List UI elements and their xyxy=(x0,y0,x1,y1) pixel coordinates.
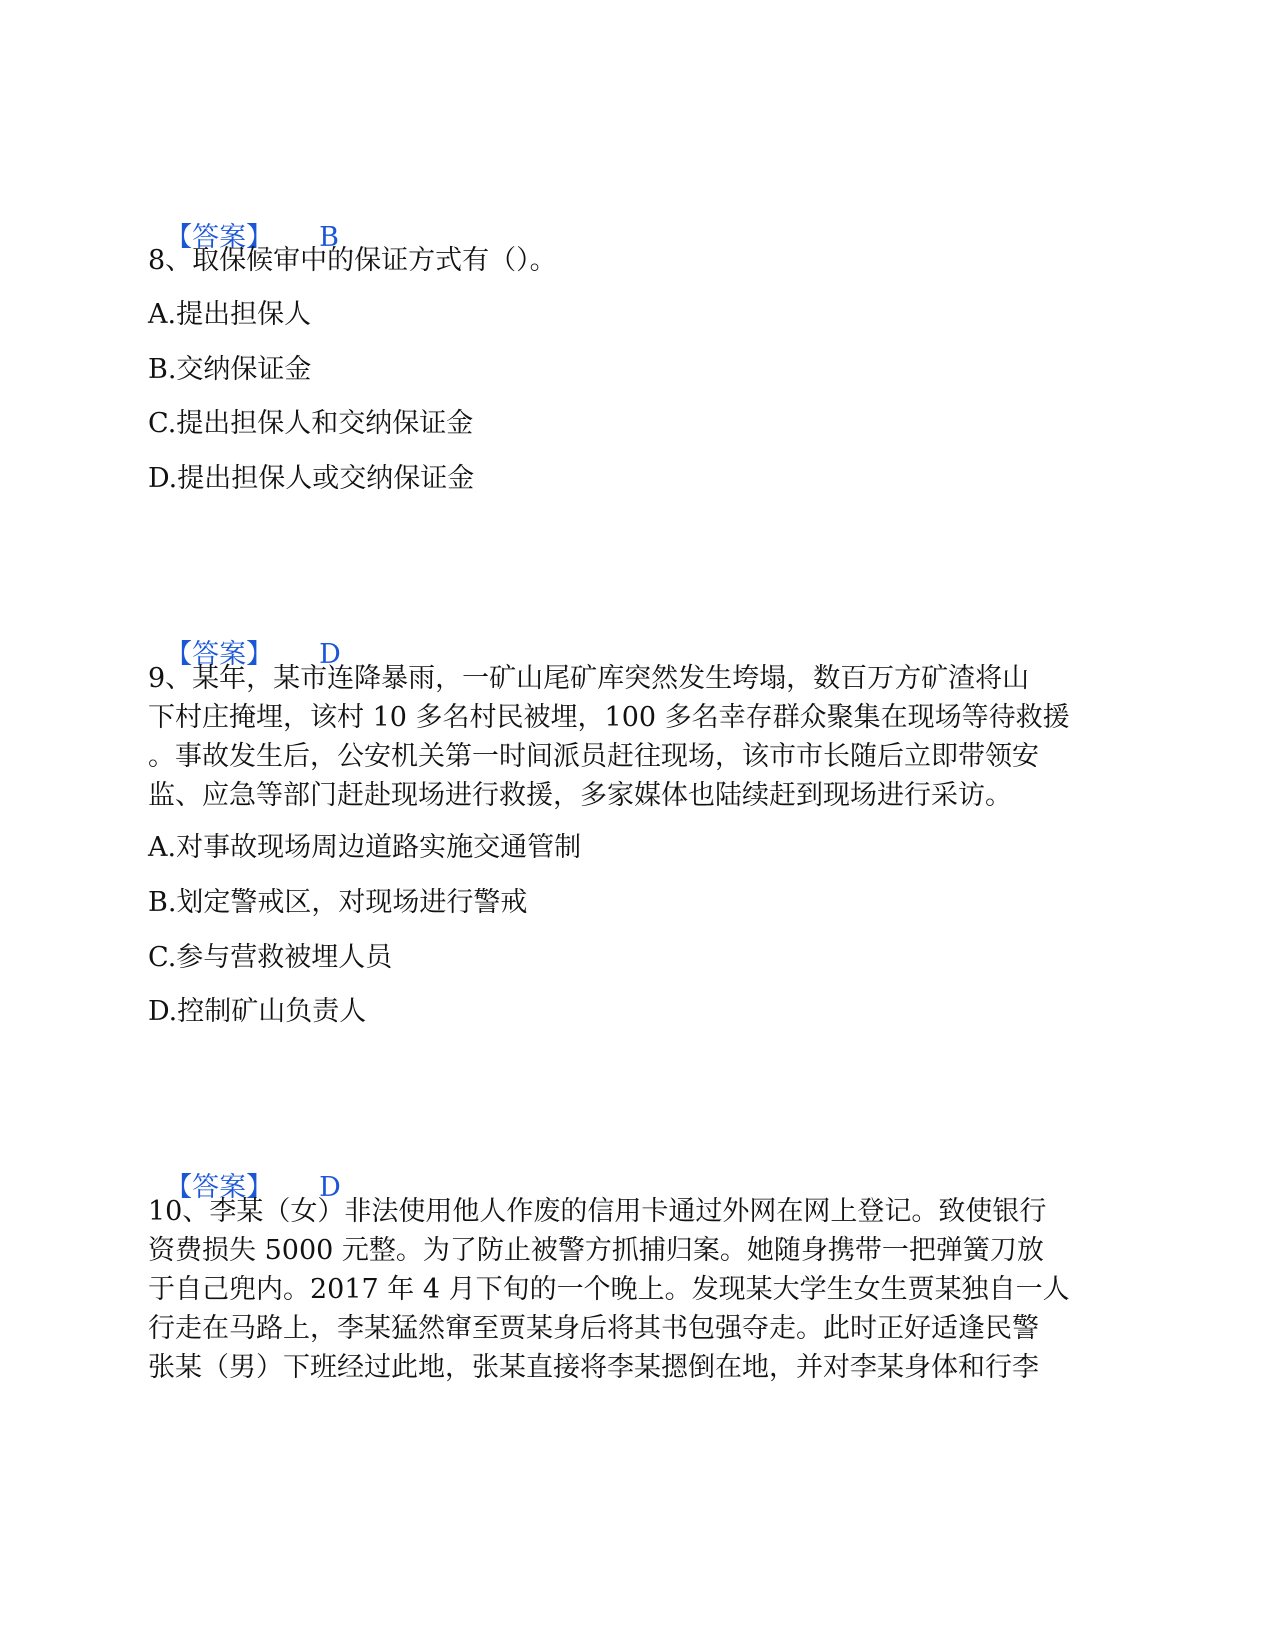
question-line: 监、应急等部门赶赴现场进行救援，多家媒体也陆续赶到现场进行采访。 xyxy=(148,780,1012,811)
option-c: C.提出担保人和交纳保证金 xyxy=(148,408,474,439)
option-c: C.参与营救被埋人员 xyxy=(148,942,393,973)
question-line: 。事故发生后，公安机关第一时间派员赶往现场，该市市长随后立即带领安 xyxy=(148,741,1039,772)
answer-value: D xyxy=(319,639,341,670)
question-line: 10、李某（女）非法使用他人作废的信用卡通过外网在网上登记。致使银行 xyxy=(148,1196,1047,1227)
answer-tag: 【答案】 xyxy=(165,639,274,670)
question-text xyxy=(148,659,1130,815)
option-a: A.对事故现场周边道路实施交通管制 xyxy=(148,832,582,863)
answer-value: D xyxy=(319,1172,341,1203)
question-line: 行走在马路上，李某猛然窜至贾某身后将其书包强夺走。此时正好适逢民警 xyxy=(148,1313,1039,1344)
question-line: 下村庄掩埋，该村 10 多名村民被埋，100 多名幸存群众聚集在现场等待救援 xyxy=(148,702,1070,733)
option-d: D.控制矿山负责人 xyxy=(148,996,367,1027)
option-b: B.交纳保证金 xyxy=(148,354,312,385)
answer-tag: 【答案】 xyxy=(165,1172,274,1203)
question-text: 8、取保候审中的保证方式有（）。 xyxy=(148,245,557,276)
option-b: B.划定警戒区，对现场进行警戒 xyxy=(148,887,528,918)
answer-value: B xyxy=(319,222,340,253)
question-text xyxy=(148,1192,1130,1387)
option-d: D.提出担保人或交纳保证金 xyxy=(148,463,475,494)
question-line: 张某（男）下班经过此地，张某直接将李某摁倒在地，并对李某身体和行李 xyxy=(148,1352,1039,1383)
answer-tag: 【答案】 xyxy=(165,222,274,253)
question-line: 9、某年，某市连降暴雨，一矿山尾矿库突然发生垮塌，数百万方矿渣将山 xyxy=(148,663,1030,694)
option-a: A.提出担保人 xyxy=(148,299,312,330)
question-line: 资费损失 5000 元整。为了防止被警方抓捕归案。她随身携带一把弹簧刀放 xyxy=(148,1235,1044,1266)
question-line: 于自己兜内。2017 年 4 月下旬的一个晚上。发现某大学生女生贾某独自一人 xyxy=(148,1274,1070,1305)
